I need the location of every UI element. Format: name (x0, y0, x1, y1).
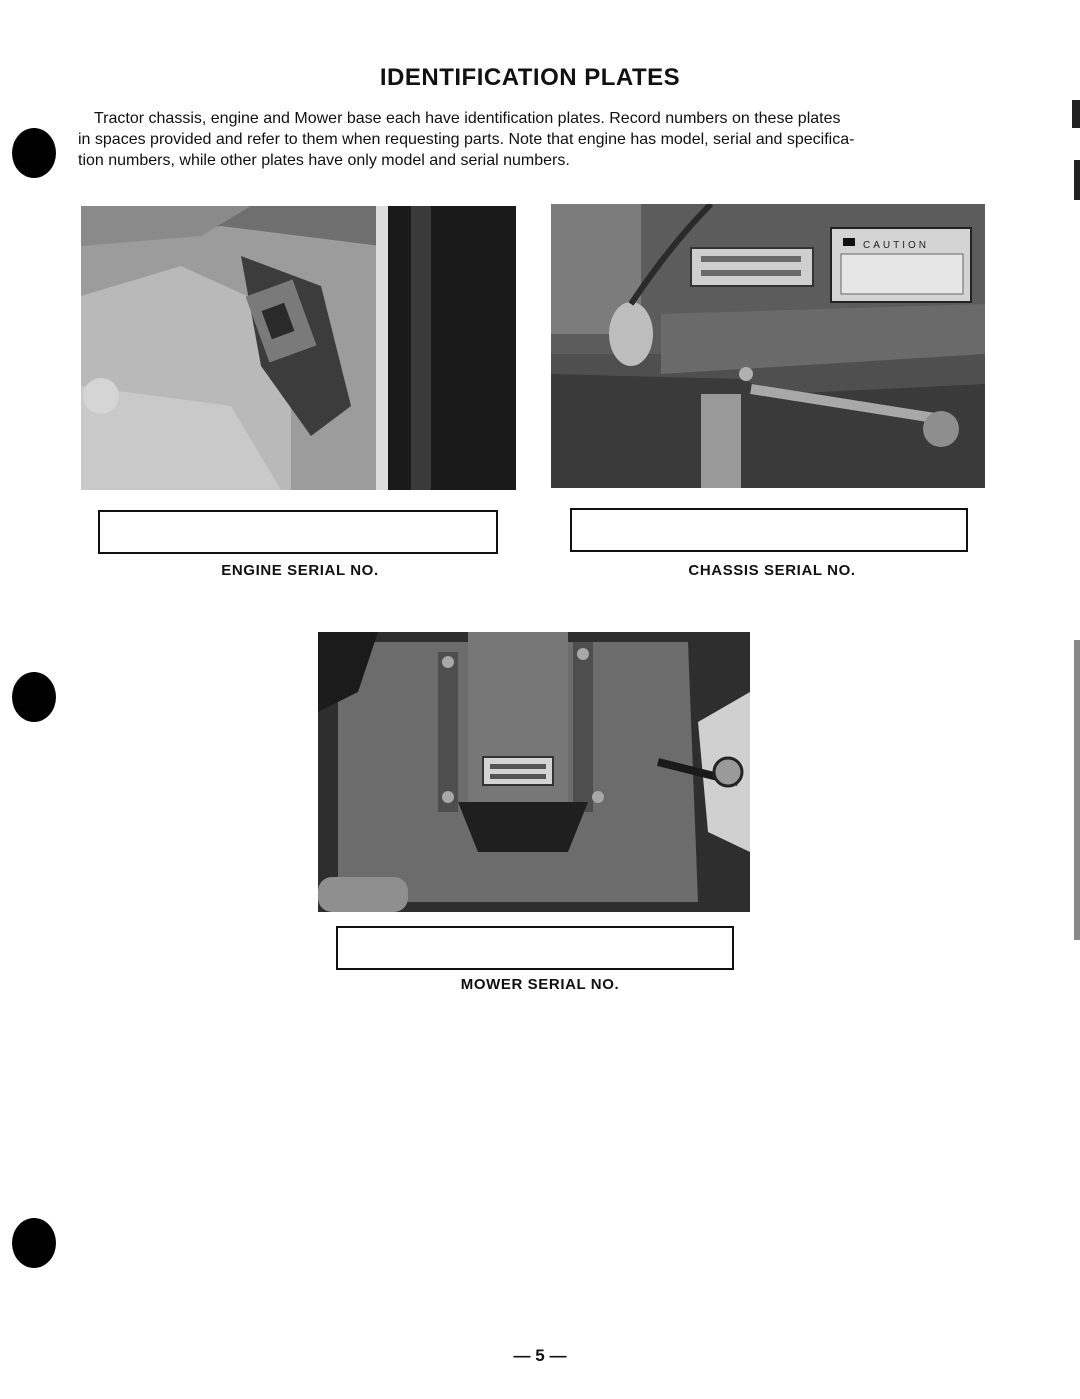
chassis-serial-input-box[interactable] (570, 508, 968, 552)
intro-paragraph (78, 108, 984, 171)
page-title: IDENTIFICATION PLATES (379, 64, 681, 91)
intro-line: tion numbers, while other plates have only model and serial numbers. (78, 152, 570, 169)
scan-edge-mark (1072, 100, 1080, 128)
binder-hole-top (12, 128, 56, 178)
page-number: — 5 — (513, 1346, 567, 1365)
binder-hole-middle (12, 672, 56, 722)
intro-line: in spaces provided and refer to them when requesting parts. Note that engine has model, serial and specifica- (78, 131, 855, 148)
engine-serial-input-box[interactable] (98, 510, 498, 554)
chassis-serial-label: CHASSIS SERIAL NO. (688, 562, 856, 579)
engine-photo (81, 206, 516, 490)
scan-edge-mark (1074, 160, 1080, 200)
caution-decal-text: CAUTION (863, 240, 929, 251)
mower-serial-label: MOWER SERIAL NO. (460, 976, 620, 993)
mower-serial-input-box[interactable] (336, 926, 734, 970)
binder-hole-bottom (12, 1218, 56, 1268)
mower-photo (318, 632, 750, 912)
scan-edge-mark (1074, 640, 1080, 940)
intro-line: Tractor chassis, engine and Mower base each have identification plates. Record numbers on these plates (94, 110, 841, 127)
engine-serial-label: ENGINE SERIAL NO. (221, 562, 379, 579)
chassis-photo (551, 204, 985, 488)
